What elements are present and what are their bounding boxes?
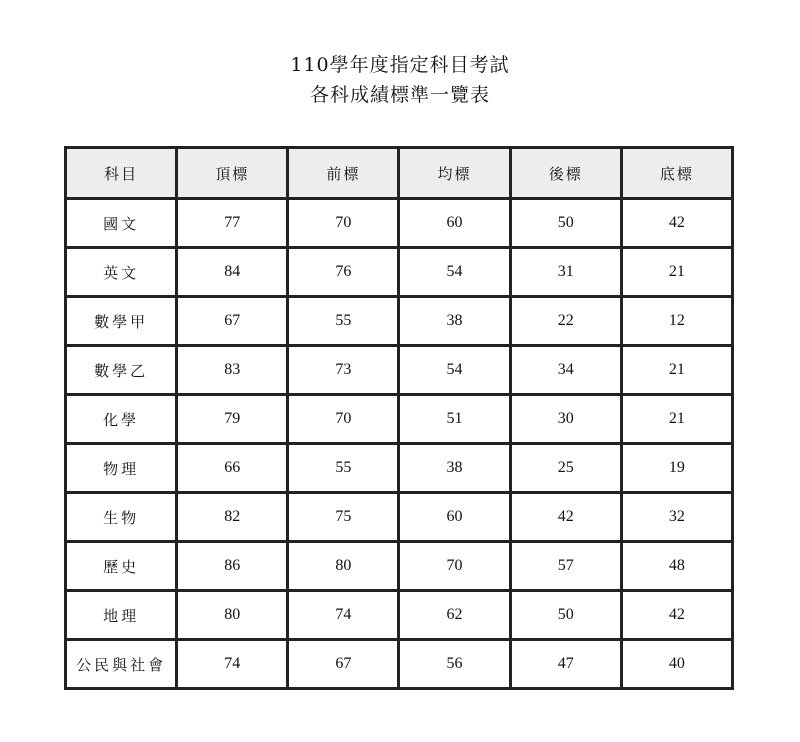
cell-subject: 國文: [66, 199, 177, 248]
cell-back: 42: [510, 493, 621, 542]
cell-average: 54: [399, 248, 510, 297]
cell-front: 70: [288, 395, 399, 444]
table-row: [66, 297, 733, 346]
table-header-row: [66, 148, 733, 199]
cell-bottom: 21: [621, 346, 732, 395]
cell-top: 86: [177, 542, 288, 591]
cell-average: 38: [399, 297, 510, 346]
cell-bottom: 19: [621, 444, 732, 493]
cell-top: 82: [177, 493, 288, 542]
table-row: [66, 591, 733, 640]
cell-subject: 生物: [66, 493, 177, 542]
cell-bottom: 42: [621, 199, 732, 248]
score-standards-table: [64, 146, 734, 690]
cell-top: 74: [177, 640, 288, 689]
cell-front: 75: [288, 493, 399, 542]
cell-top: 80: [177, 591, 288, 640]
cell-subject: 英文: [66, 248, 177, 297]
table-row: [66, 248, 733, 297]
cell-front: 76: [288, 248, 399, 297]
cell-top: 79: [177, 395, 288, 444]
cell-average: 60: [399, 493, 510, 542]
cell-front: 55: [288, 444, 399, 493]
cell-subject: 數學乙: [66, 346, 177, 395]
cell-average: 62: [399, 591, 510, 640]
cell-bottom: 21: [621, 395, 732, 444]
cell-top: 77: [177, 199, 288, 248]
cell-average: 60: [399, 199, 510, 248]
cell-front: 74: [288, 591, 399, 640]
cell-subject: 地理: [66, 591, 177, 640]
cell-front: 70: [288, 199, 399, 248]
table-row: [66, 199, 733, 248]
cell-subject: 物理: [66, 444, 177, 493]
cell-subject: 歷史: [66, 542, 177, 591]
cell-subject: 數學甲: [66, 297, 177, 346]
cell-bottom: 12: [621, 297, 732, 346]
table-row: [66, 640, 733, 689]
cell-average: 51: [399, 395, 510, 444]
cell-back: 25: [510, 444, 621, 493]
cell-top: 84: [177, 248, 288, 297]
cell-bottom: 21: [621, 248, 732, 297]
cell-back: 31: [510, 248, 621, 297]
cell-back: 57: [510, 542, 621, 591]
table-row: [66, 542, 733, 591]
table-row: [66, 493, 733, 542]
header-top: 頂標: [177, 148, 288, 199]
cell-front: 80: [288, 542, 399, 591]
document-title: [0, 50, 800, 110]
cell-back: 22: [510, 297, 621, 346]
title-line-1: 110學年度指定科目考試: [290, 54, 510, 76]
header-front: 前標: [288, 148, 399, 199]
cell-average: 54: [399, 346, 510, 395]
cell-subject: 化學: [66, 395, 177, 444]
table-row: [66, 395, 733, 444]
cell-front: 67: [288, 640, 399, 689]
cell-average: 56: [399, 640, 510, 689]
cell-top: 67: [177, 297, 288, 346]
cell-back: 47: [510, 640, 621, 689]
cell-back: 50: [510, 199, 621, 248]
header-average: 均標: [399, 148, 510, 199]
cell-bottom: 40: [621, 640, 732, 689]
cell-back: 50: [510, 591, 621, 640]
cell-bottom: 48: [621, 542, 732, 591]
cell-bottom: 32: [621, 493, 732, 542]
cell-top: 83: [177, 346, 288, 395]
cell-average: 38: [399, 444, 510, 493]
cell-back: 34: [510, 346, 621, 395]
table-row: [66, 444, 733, 493]
cell-top: 66: [177, 444, 288, 493]
cell-bottom: 42: [621, 591, 732, 640]
cell-front: 73: [288, 346, 399, 395]
cell-subject: 公民與社會: [66, 640, 177, 689]
cell-back: 30: [510, 395, 621, 444]
header-back: 後標: [510, 148, 621, 199]
cell-average: 70: [399, 542, 510, 591]
table-row: [66, 346, 733, 395]
cell-front: 55: [288, 297, 399, 346]
header-subject: 科目: [66, 148, 177, 199]
header-bottom: 底標: [621, 148, 732, 199]
title-line-2: 各科成績標準一覽表: [309, 84, 490, 106]
